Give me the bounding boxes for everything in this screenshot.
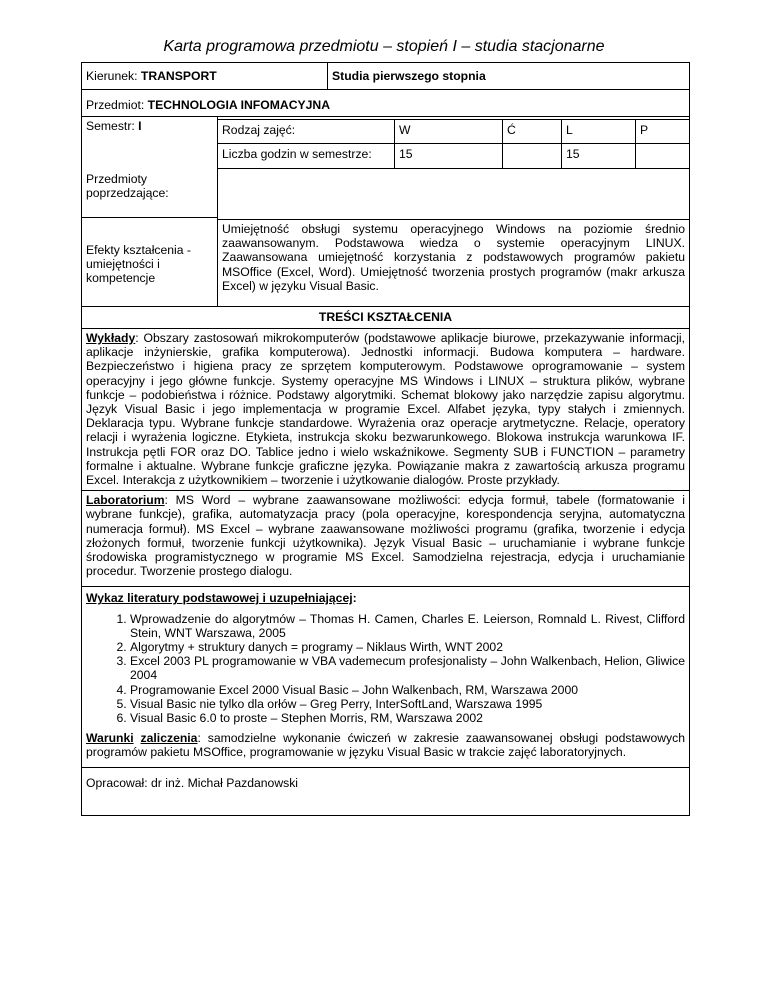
warunki-label-2: zaliczenia	[140, 731, 198, 746]
literatura-list	[86, 612, 685, 726]
poprzedzajace-label: Przedmioty poprzedzające:	[86, 172, 169, 201]
page-title: Karta programowa przedmiotu – stopień I – studia stacjonarne	[163, 38, 605, 55]
right-content-column	[217, 117, 689, 306]
hours-c	[502, 144, 561, 168]
list-item: 1. Wprowadzenie do algorytmów – Thomas H. Camen, Charles E. Leierson, Romnald L. Rivest, Clifford Stein, WNT Warszawa, 2005	[130, 612, 685, 640]
list-item: 2. Algorytmy + struktury danych = programy – Niklaus Wirth, WNT 2002	[130, 640, 685, 654]
level-cell	[327, 63, 689, 89]
poprzedzajace-value	[218, 168, 689, 219]
left-label-column	[82, 117, 217, 306]
hours-w: 15	[394, 144, 502, 168]
laboratorium-section	[82, 490, 689, 586]
hours-l: 15	[561, 144, 635, 168]
godziny-row	[218, 143, 689, 168]
przedmiot-value: TECHNOLOGIA INFOMACYJNA	[147, 98, 331, 112]
list-item: 5. Visual Basic nie tylko dla orłów – Greg Perry, InterSoftLand, Warszawa 1995	[130, 697, 685, 711]
wyklady-label: Wykłady	[86, 331, 136, 345]
list-item: 3. Excel 2003 PL programowanie w VBA vademecum profesjonalisty – John Walkenbach, Helion, Gliwice 2004	[130, 654, 685, 682]
kierunek-value: TRANSPORT	[140, 69, 217, 83]
kierunek-cell	[82, 63, 327, 89]
warunki-text: : samodzielne wykonanie ćwiczeń w zakresie zaawansowanej obsługi podstawowych programów pakietu MSOffice, programowanie w języku Visual Basic w trakcie zajęć laboratoryjnych.	[86, 731, 685, 760]
laboratorium-text: : MS Word – wybrane zaawansowane możliwości: edycja formuł, tabele (formatowanie i wybrane funkcje), grafika, automatyzacja pracy (pola operacyjne, korespondencja seryjna, automatyczna numeracja formuł). MS Excel – wybrane zaawansowane możliwości programu (grafika, tworzenie i edycja złożonych formuł, tworzenie funkcji użytkownika). Język Visual Basic – uruchamianie i wybrane funkcje środowiska programistycznego w programie MS Excel. Samodzielna rejestracja, edycja i uruchamianie procedur. Tworzenie prostego dialogu.	[86, 493, 685, 579]
literatura-colon: :	[352, 591, 357, 606]
autor-row	[82, 767, 689, 815]
list-item: 6. Visual Basic 6.0 to proste – Stephen Morris, RM, Warszawa 2002	[130, 711, 685, 725]
literatura-label: Wykaz literatury podstawowej i uzupełniającej	[86, 591, 353, 606]
semestr-value: I	[138, 119, 142, 133]
kierunek-row	[82, 63, 689, 89]
type-w: W	[394, 120, 502, 143]
literatura-section	[82, 586, 689, 766]
hours-p	[635, 144, 689, 168]
study-level: Studia pierwszego stopnia	[332, 69, 486, 83]
type-l: L	[561, 120, 635, 143]
godziny-label: Liczba godzin w semestrze:	[222, 147, 372, 161]
przedmiot-label: Przedmiot:	[86, 98, 148, 112]
warunki-paragraph	[86, 731, 685, 763]
autor-text: Opracował: dr inż. Michał Pazdanowski	[86, 775, 299, 790]
list-item: 4. Programowanie Excel 2000 Visual Basic – John Walkenbach, RM, Warszawa 2000	[130, 683, 685, 697]
type-p: P	[635, 120, 689, 143]
semestr-label: Semestr:	[86, 119, 139, 133]
wyklady-section	[82, 328, 689, 490]
efekty-label: Efekty kształcenia - umiejętności i kompetencje	[82, 217, 217, 304]
tresci-heading: TREŚCI KSZTAŁCENIA	[82, 306, 689, 328]
przedmiot-row	[82, 89, 689, 116]
wyklady-text: : Obszary zastosowań mikrokomputerów (podstawowe aplikacje biurowe, przekazywanie informacji, aplikacje inżynierskie, grafika komputerowa). Jednostki informacji. Budowa komputera – hardware. Bezpieczeństwo i higiena pracy ze sprzętem komputerowym. Podstawowe oprogramowanie – system operacyjny i jego główne funkcje. Systemy operacyjne MS Windows i LINUX – struktura plików, wybrane funkcje – podobieństwa i różnice. Podstawy algorytmiki. Schemat blokowy jako narzędzie zapisu algorytmu. Język Visual Basic i jego implementacja w programie Excel. Alfabet języka, typy stałych i zmiennych. Deklaracja typu. Wybrane funkcje standardowe. Wyrażenia oraz operacje arytmetyczne. Relacje, operatory relacji i wyrażenia logiczne. Etykieta, instrukcja skoku bezwarunkowego. Blokowa instrukcja warunkowa IF. Instrukcja pętli FOR oraz DO. Tablice jedno i wielo wskaźnikowe. Segmenty SUB i FUNCTION – parametry formalne i aktualne. Wybrane funkcje graficzne języka. Powiązanie makra z zawartością arkusza programu Excel. Interakcja z użytkownikiem – tworzenie i użytkowanie dialogów. Proste przykłady.	[86, 331, 685, 488]
efekty-text: Umiejętność obsługi systemu operacyjnego Windows na poziomie średnio zaawansowanym. Podstawowa wiedza o systemie operacyjnym LINUX. Zaawansowana umiejętność korzystania z podstawowych programów pakietu MSOffice (Excel, Word). Umiejętność tworzenia prostych programów (makr arkusza Excel) w języku Visual Basic.	[218, 219, 689, 306]
program-card-table	[81, 62, 690, 816]
semestr-block	[82, 116, 689, 306]
rodzaj-row	[218, 119, 689, 143]
kierunek-label: Kierunek:	[86, 69, 141, 83]
semestr-cell	[82, 117, 217, 167]
warunki-label-1: Warunki	[86, 731, 134, 746]
laboratorium-label: Laboratorium	[86, 493, 165, 508]
rodzaj-label: Rodzaj zajęć:	[222, 123, 296, 137]
type-c: Ć	[502, 120, 561, 143]
